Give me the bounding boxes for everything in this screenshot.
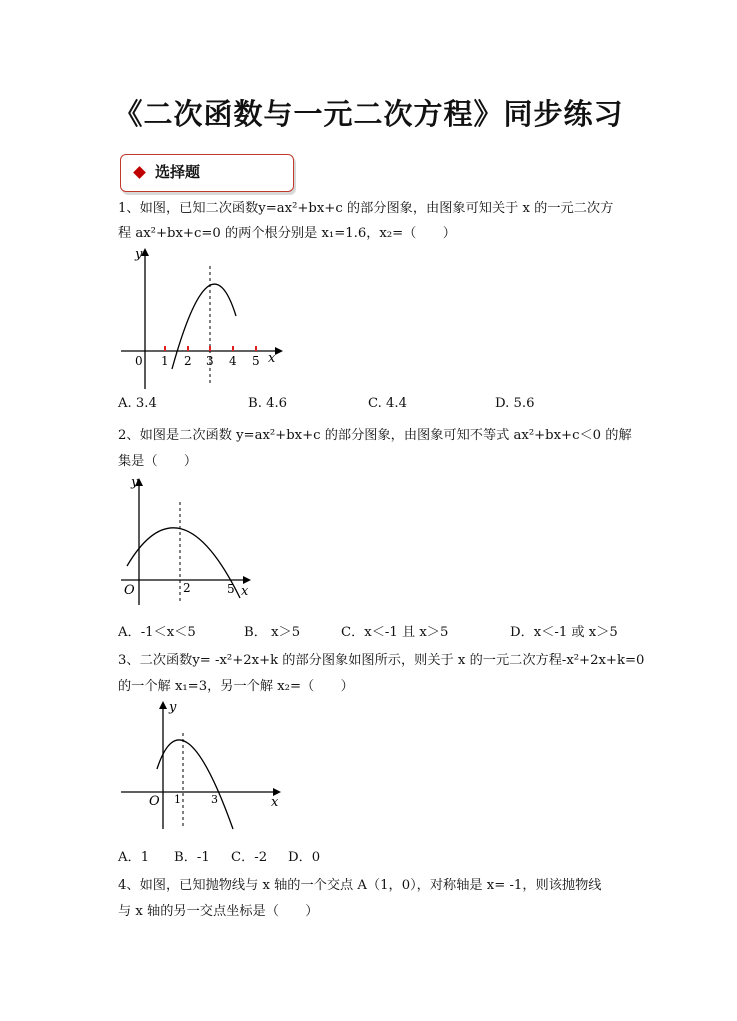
q1-x-label: x (268, 351, 276, 366)
q2-option-b[interactable]: B． x＞5 (244, 625, 301, 640)
page-title: 《二次函数与一元二次方程》同步练习 (113, 97, 624, 131)
q3-option-b[interactable]: B．-1 (174, 850, 210, 865)
q4-text-line1: 4、如图，已知抛物线与 x 轴的一个交点 A（1，0），对称轴是 x= -1，则该抛物线 (118, 878, 602, 893)
q3-x-label: x (271, 795, 279, 810)
q1-origin-label: 0 (135, 354, 143, 368)
q1-tick-label: 4 (229, 354, 237, 368)
q1-tick-label: 2 (184, 354, 192, 368)
q3-tick-label: 1 (174, 793, 181, 806)
q1-graph (115, 244, 285, 392)
q3-graph (115, 697, 290, 837)
q2-option-c[interactable]: C．x＜-1 且 x＞5 (341, 625, 449, 640)
q2-graph (115, 470, 265, 610)
q2-tick-label: 2 (183, 581, 191, 595)
q1-y-label: y (135, 247, 143, 262)
q3-y-label: y (169, 700, 177, 715)
section-header (120, 154, 294, 192)
q1-text-line2: 程 ax²+bx+c=0 的两个根分别是 x₁=1.6，x₂=（ ） (118, 226, 456, 241)
q1-option-d[interactable]: D. 5.6 (495, 396, 535, 411)
q3-option-d[interactable]: D．0 (288, 850, 321, 865)
q2-text-line2: 集是（ ） (118, 454, 198, 469)
q3-text-line1: 3、二次函数y= -x²+2x+k 的部分图象如图所示，则关于 x 的一元二次方程-x²+2x+k=0 (118, 653, 645, 668)
q1-x-arrow-icon (275, 347, 283, 355)
q3-tick-label: 3 (211, 793, 218, 806)
q2-y-label: y (131, 475, 139, 490)
q3-parabola (157, 740, 233, 829)
q2-x-arrow-icon (243, 576, 251, 584)
q1-tick-label: 1 (161, 354, 169, 368)
q2-option-d[interactable]: D．x＜-1 或 x＞5 (510, 625, 618, 640)
q2-tick-label: 5 (227, 582, 235, 596)
q2-text-line1: 2、如图是二次函数 y=ax²+bx+c 的部分图象，由图象可知不等式 ax²+bx+c＜0 的解 (118, 428, 632, 443)
q2-origin-label: O (124, 583, 135, 598)
q1-tick-label: 3 (206, 354, 214, 368)
q2-x-label: x (241, 584, 249, 599)
q1-option-c[interactable]: C. 4.4 (368, 396, 407, 411)
q1-parabola (172, 284, 236, 369)
q1-option-a[interactable]: A. 3.4 (118, 396, 157, 411)
q1-option-b[interactable]: B. 4.6 (248, 396, 288, 411)
q3-text-line2: 的一个解 x₁=3，另一个解 x₂=（ ） (118, 679, 354, 694)
q2-option-a[interactable]: A．-1＜x＜5 (118, 625, 196, 640)
q1-tick-label: 5 (252, 354, 260, 368)
q3-y-arrow-icon (159, 701, 167, 709)
diamond-bullet-icon (133, 166, 146, 179)
q1-text-line1: 1、如图，已知二次函数y=ax²+bx+c 的部分图象，由图象可知关于 x 的一元二次方 (118, 201, 614, 216)
section-label: 选择题 (155, 163, 201, 181)
q3-origin-label: O (149, 794, 160, 809)
q4-text-line2: 与 x 轴的另一交点坐标是（ ） (118, 904, 319, 919)
q3-option-c[interactable]: C．-2 (231, 850, 268, 865)
q3-option-a[interactable]: A．1 (118, 850, 150, 865)
